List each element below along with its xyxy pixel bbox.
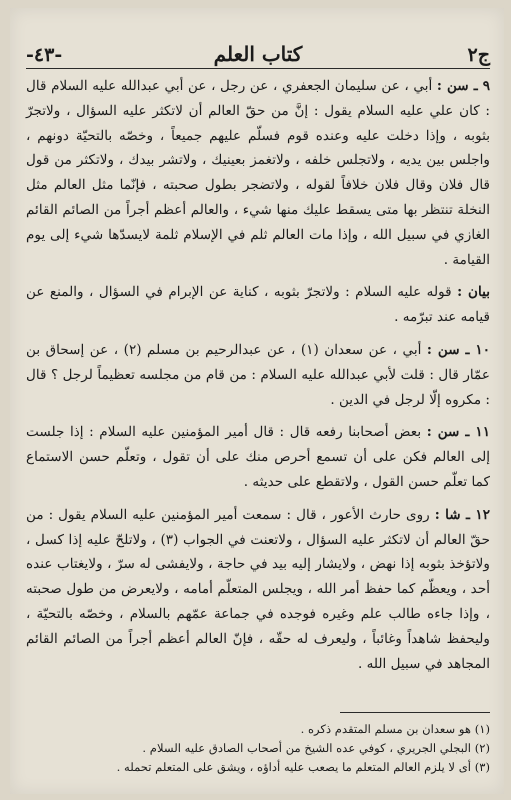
bayan-text: قوله عليه السلام : ولاتجرّ بثوبه ، كناية عن الإبرام في السؤال ، والمنع عن قيامه عند تبرّمه . bbox=[26, 284, 490, 326]
hadith-11 bbox=[26, 420, 490, 494]
hadith-label: ١٠ ـ سن : bbox=[426, 341, 491, 358]
header-divider bbox=[26, 68, 490, 69]
bayan-label: بيان : bbox=[457, 284, 491, 301]
footnote-2: (٢) البجلي الجريري ، كوفي عده الشيخ من أصحاب الصادق عليه السلام . bbox=[142, 741, 490, 755]
hadith-text: أبي ، عن سليمان الجعفري ، عن رجل ، عن أبي عبدالله عليه السلام قال : كان علي عليه السلام يقول : إنَّ من حقّ العالم أن لاتكثر عليه السؤال ، ولاتجرّ بثوبه ، وإذا دخلت عليه وعنده قوم فسلّم عليهم جميعاً ، وخصّه بالتحيّة دونهم ، واجلس بين يديه ، ولاتجلس خلفه ، ولاتغمز بعينيك ، ولاتشر بيدك ، ولاتكثر من قول قال فلان وقال فلان خلافاً لقوله ، ولاتضجر بطول صحبته ، فإنّما مثل العالم مثل النخلة تنتظر بها متى يسقط عليك منها شيء ، والعالم أعظم أجراً من الصائم القائم الغازي في سبيل الله ، وإذا مات العالم ثلم في الإسلام ثلمة لايسدّها شيء إلى يوم القيامة . bbox=[26, 78, 490, 268]
chapter-title: كتاب العلم bbox=[213, 42, 303, 66]
hadith-12 bbox=[26, 503, 490, 677]
page-number: -٤٣- bbox=[26, 44, 63, 66]
footnote-3: (٣) أى لا يلزم العالم المتعلم ما يصعب عليه أداؤه ، ويشق على المتعلم تحمله . bbox=[116, 760, 490, 774]
volume-label: ج٢ bbox=[467, 44, 490, 66]
hadith-label: ٩ ـ سن : bbox=[436, 78, 490, 94]
footnote-1: (١) هو سعدان بن مسلم المتقدم ذكره . bbox=[300, 722, 490, 736]
main-text bbox=[26, 74, 490, 676]
hadith-text: أبي ، عن سعدان (١) ، عن عبدالرحيم بن مسلم (٢) ، عن إسحاق بن عمّار قال : قلت لأبي عبدالله عليه السلام : من قام من مجلسه تعظيماً لرجل ؟ قال : مكروه إلّا لرجل في الدين . bbox=[26, 341, 490, 408]
hadith-text: بعض أصحابنا رفعه قال : قال أمير المؤمنين عليه السلام : إذا جلست إلى العالم فكن على أن تسمع أحرص منك على أن تقول ، وتعلّم حسن الاستماع كما تعلّم حسن القول ، ولاتقطع على حديثه . bbox=[26, 424, 490, 490]
hadith-9 bbox=[26, 74, 490, 272]
hadith-text: روى حارث الأعور ، قال : سمعت أمير المؤمنين عليه السلام يقول : من حقّ العالم أن لاتكثر عليه السؤال ، ولاتعنت في الجواب (٣) ، ولاتلحّ عليه إذا كسل ، ولاتؤخذ بثوبه إذا نهض ، ولايشار إليه بيد في حاجة ، ولايفشى له سرّ ، ولايغتاب عنده أحد ، ويعظّم كما حفظ أمر الله ، ويجلس المتعلّم أمامه ، ولايعرض من طول صحبته ، وإذا جاءه طالب علم وغيره فوجده في جماعة عمّهم بالسلام ، وخصّه بالتحيّة ، وليحفظ شاهداً وغائباً ، وليعرف له حقّه ، فإنّ العالم أعظم أجراً من الصائم القائم المجاهد في سبيل الله . bbox=[26, 506, 490, 672]
hadith-label: ١١ ـ سن : bbox=[426, 424, 490, 441]
bayan-note bbox=[26, 280, 490, 330]
page-header bbox=[26, 38, 490, 66]
footnotes bbox=[26, 720, 490, 777]
book-page bbox=[10, 8, 504, 794]
hadith-label: ١٢ ـ شا : bbox=[434, 506, 490, 523]
footnote-divider bbox=[340, 712, 490, 713]
hadith-10 bbox=[26, 338, 490, 412]
